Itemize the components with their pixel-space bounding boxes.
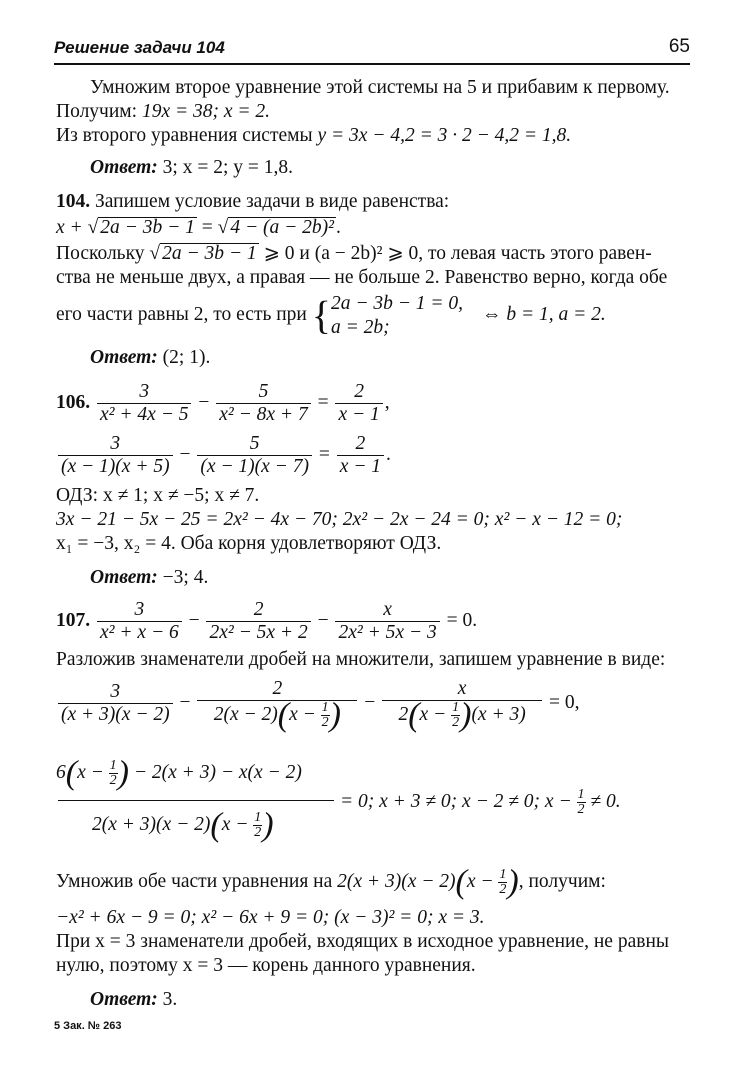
numerator: x [382, 678, 542, 701]
fraction [216, 381, 310, 426]
answer-label: Ответ: [90, 157, 158, 178]
half: $\frac{1}{2}$ [577, 787, 585, 817]
p107-eq-zero: = 0. [446, 610, 478, 631]
intro-line-2 [56, 100, 270, 124]
denominator: (x + 3)(x − 2) [61, 704, 170, 726]
page-number: 65 [668, 36, 690, 57]
p107-conclusion-1: При x = 3 знаменатели дробей, входящих в исходное уравнение, не равны [56, 931, 669, 952]
fraction [335, 381, 382, 426]
p104-eq-mid: = [201, 217, 213, 238]
p107-conclusion-2: нулю, поэтому x = 3 — корень данного уравнения. [56, 955, 476, 976]
p107-multiply-line [56, 862, 606, 902]
sqrt-1: √ 2a − 3b − 1 [87, 217, 195, 238]
half: $\frac{1}{2}$ [109, 758, 117, 789]
fraction [58, 681, 173, 726]
p106-answer [90, 566, 208, 590]
intro-line-3 [56, 124, 571, 148]
denominator: (x − 1)(x − 7) [200, 456, 309, 478]
fraction [197, 433, 312, 478]
answer-label: Ответ: [90, 567, 158, 588]
p104-eq-left: x + [56, 217, 83, 238]
p104-statement-text: Запишем условие задачи в виде равенства: [95, 191, 450, 212]
fraction [97, 599, 182, 644]
system [331, 292, 463, 340]
half: $\frac{1}{2}$ [254, 810, 262, 841]
numerator: 5 [216, 381, 310, 404]
half: $\frac{1}{2}$ [321, 699, 329, 730]
fraction [337, 433, 384, 478]
denominator: x − 1 [338, 404, 380, 426]
p107-mult-end: , получим: [518, 871, 606, 892]
intro-line-2-text: Получим: [56, 101, 138, 122]
p104-number: 104. [56, 191, 91, 212]
print-order-note: 5 Зак. № 263 [54, 1020, 122, 1032]
fraction [58, 433, 173, 478]
p104-line-3a: Поскольку [56, 243, 145, 264]
numerator: 3 [58, 681, 173, 704]
system-eq-2: a = 2b; [330, 316, 390, 338]
p107-factored-equation: $\frac{3}{(x + 3)(x - 2)}$ − 2 2(x − 2)(x − $\frac{1}{2}$ ) − x 2(x − $\frac{1}{2}$ )(x + 3) = 0, [56, 674, 579, 732]
answer-value: (2; 1). [162, 347, 211, 368]
big-fraction-numerator: 6(x − $\frac{1}{2}$ ) − 2(x + 3) − x(x − 2) [56, 754, 302, 792]
p104-eq-end: . [335, 217, 341, 238]
p107-statement: Разложив знаменатели дробей на множители, запишем уравнение в виде: [56, 649, 666, 670]
numerator: 3 [97, 599, 182, 622]
fraction [97, 381, 191, 426]
system-eq-1: 2a − 3b − 1 = 0, [330, 292, 464, 314]
p104-line-5 [56, 290, 606, 340]
sqrt-2: √ 4 − (a − 2b)² [217, 217, 334, 238]
denominator: 2x² + 5x − 3 [338, 622, 437, 644]
half: $\frac{1}{2}$ [499, 867, 507, 898]
sqrt-3: √ 2a − 3b − 1 [149, 243, 257, 264]
denominator: x − 1 [339, 456, 382, 478]
radicand-1: 2a − 3b − 1 [100, 217, 195, 238]
denominator: (x − 1)(x + 5) [61, 456, 170, 478]
p107-quadratic: −x² + 6x − 9 = 0; x² − 6x + 9 = 0; (x − 3)² = 0; x = 3. [56, 907, 485, 928]
numerator: 5 [197, 433, 312, 456]
p104-equation [56, 216, 341, 240]
p104-line-3b: ⩾ 0 и (a − 2b)² ⩾ 0, то левая часть этого равен- [263, 243, 652, 264]
numerator: 2 [337, 433, 384, 456]
p106-number: 106. [56, 392, 91, 413]
p107-number: 107. [56, 610, 91, 631]
p106-equation-2: $\frac{3}{(x - 1)(x + 5)}$ − $\frac{5}{(x - 1)(x - 7)}$ = $\frac{2}{x - 1}$ . [56, 432, 391, 478]
numerator: 2 [197, 678, 357, 701]
denominator: x² + 4x − 5 [100, 404, 189, 426]
intro-line-2-math: 19x = 38; x = 2. [141, 101, 271, 122]
p107-g-eq: = 0, [548, 692, 580, 713]
system-brace: { [311, 292, 331, 338]
p104-line-5-text: его части равны 2, то есть при [56, 304, 307, 325]
numerator: 2 [206, 599, 310, 622]
denominator: 2(x − $\frac{1}{2}$ )(x + 3) [398, 696, 526, 734]
p107-answer [90, 988, 177, 1012]
p107-conditions: = 0; x + 3 ≠ 0; x − 2 ≠ 0; x − $\frac{1}{2}$ ≠ 0. [340, 787, 621, 817]
p104-statement [56, 190, 449, 214]
fraction [382, 677, 542, 734]
header-rule [54, 63, 690, 65]
fraction [197, 677, 357, 734]
p106-line-roots: x₁ = −3, x₂ = 4. Оба корня удовлетворяют ОДЗ. [56, 533, 442, 554]
intro-line-3-math: y = 3x − 4,2 = 3 · 2 − 4,2 = 1,8. [317, 125, 572, 146]
p104-result: ⇔ b = 1, a = 2. [481, 304, 606, 325]
answer-label: Ответ: [90, 347, 158, 368]
half: $\frac{1}{2}$ [452, 699, 460, 730]
intro-answer [90, 156, 293, 180]
radicand-2: 4 − (a − 2b)² [230, 217, 334, 238]
p104-line-4: ства не меньше двух, а правая — не больше 2. Равенство верно, когда обе [56, 267, 668, 288]
p106-odz: ОДЗ: x ≠ 1; x ≠ −5; x ≠ 7. [56, 485, 260, 506]
p104-answer [90, 346, 210, 370]
answer-value: 3. [162, 989, 178, 1010]
numerator: 2 [335, 381, 382, 404]
radicand-3: 2a − 3b − 1 [162, 243, 257, 264]
header-title: Решение задачи 104 [54, 38, 225, 57]
big-fraction-denominator: 2(x + 3)(x − 2)(x − $\frac{1}{2}$ ) [92, 806, 274, 844]
denominator: x² − 8x + 7 [219, 404, 308, 426]
intro-line-1: Умножим второе уравнение этой системы на 5 и прибавим к первому. [90, 77, 670, 98]
answer-value: 3; x = 2; y = 1,8. [162, 157, 294, 178]
running-header [54, 36, 690, 62]
big-fraction-bar [58, 800, 334, 801]
answer-value: −3; 4. [162, 567, 209, 588]
numerator: x [335, 599, 439, 622]
numerator: 3 [58, 433, 173, 456]
p106-line-eq: 3x − 21 − 5x − 25 = 2x² − 4x − 70; 2x² − 2x − 24 = 0; x² − x − 12 = 0; [56, 509, 623, 530]
fraction [335, 599, 439, 644]
answer-label: Ответ: [90, 989, 158, 1010]
p107-mult-text: Умножив обе части уравнения на [56, 871, 333, 892]
intro-line-3-text: Из второго уравнения системы [56, 125, 313, 146]
fraction [206, 599, 310, 644]
denominator: 2x² − 5x + 2 [209, 622, 308, 644]
p106-equation-1: 106. $\frac{3}{\text{x² + 4x − 5}}$ − $\frac{5}{\text{x² − 8x + 7}}$ = $\frac{2}{x - 1}$ , [56, 381, 390, 426]
denominator: 2(x − 2)(x − $\frac{1}{2}$ ) [213, 696, 341, 734]
numerator: 3 [97, 381, 191, 404]
p104-line-3 [56, 242, 652, 266]
p107-mult-expr: 2(x + 3)(x − 2)(x − $\frac{1}{2}$ ) [337, 863, 519, 901]
p107-equation: 107. $\frac{3}{\text{x² + x − 6}}$ − $\frac{2}{\text{2x² − 5x + 2}}$ − $\frac{x}{\text{2x² + 5x − 3}}$ = 0. [56, 599, 478, 644]
denominator: x² + x − 6 [100, 622, 179, 644]
